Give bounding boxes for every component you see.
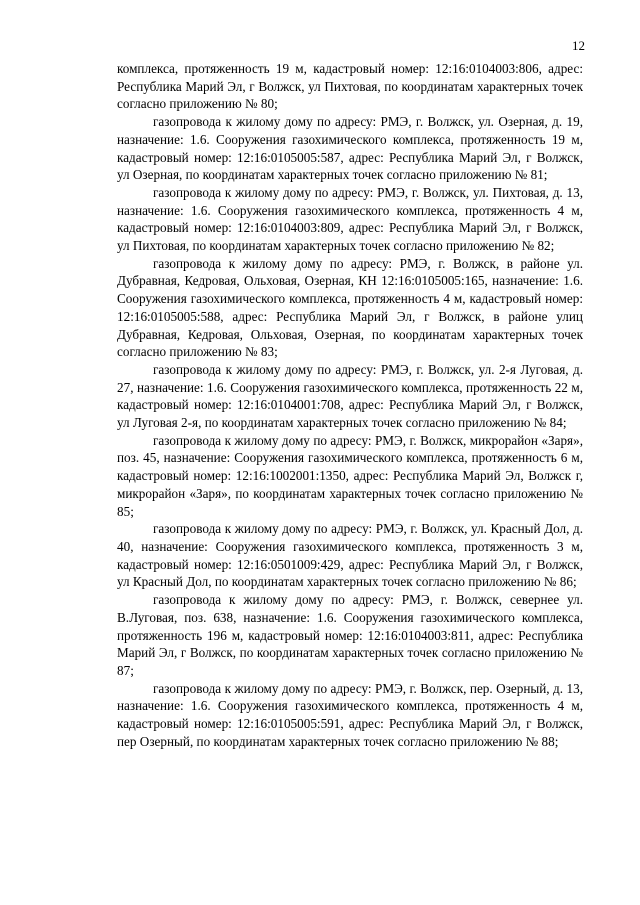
paragraph-item-88: газопровода к жилому дому по адресу: РМЭ, г. Волжск, пер. Озерный, д. 13, назначение: 1.6. Сооружения газохимического комплекса, протяженность 4 м, кадастровый номер: 12:16:0105005:591, адрес: Республика Марий Эл, г Волжск, пер Озерный, по координатам характерных точек согласно приложению № 88; — [117, 680, 583, 749]
paragraph-item-85: газопровода к жилому дому по адресу: РМЭ, г. Волжск, микрорайон «Заря», поз. 45, назначение: Сооружения газохимического комплекса, протяженность 6 м, кадастровый номер: 12:16:1002001:1350, адрес: Республика Марий Эл, Волжск г, микрорайон «Заря», по координатам характерных точек согласно приложению № 85; — [117, 432, 583, 519]
paragraph-item-83: газопровода к жилому дому по адресу: РМЭ, г. Волжск, в районе ул. Дубравная, Кедровая, Ольховая, Озерная, КН 12:16:0105005:165, назначение: 1.6. Сооружения газохимического комплекса, протяженность 4 м, кадастровый номер: 12:16:0105005:588, адрес: Республика Марий Эл, г Волжск, в районе улиц Дубравная, Кедровая, Ольховая, Озерная, по координатам характерных точек согласно приложению № 83; — [117, 255, 583, 360]
paragraph-item-80: комплекса, протяженность 19 м, кадастровый номер: 12:16:0104003:806, адрес: Республика Марий Эл, г Волжск, ул Пихтовая, по координатам характерных точек согласно приложению № 80; — [117, 61, 583, 112]
document-body — [117, 60, 583, 750]
page-number: 12 — [572, 38, 585, 53]
paragraph-item-81: газопровода к жилому дому по адресу: РМЭ, г. Волжск, ул. Озерная, д. 19, назначение: 1.6. Сооружения газохимического комплекса, протяженность 19 м, кадастровый номер: 12:16:0105005:587, адрес: Республика Марий Эл, г Волжск, ул Озерная, по координатам характерных точек согласно приложению № 81; — [117, 114, 583, 183]
paragraph-item-82: газопровода к жилому дому по адресу: РМЭ, г. Волжск, ул. Пихтовая, д. 13, назначение: 1.6. Сооружения газохимического комплекса, протяженность 4 м, кадастровый номер: 12:16:0104003:809, адрес: Республика Марий Эл, г Волжск, ул Пихтовая, по координатам характерных точек согласно приложению № 82; — [117, 184, 583, 254]
paragraph-item-84: газопровода к жилому дому по адресу: РМЭ, г. Волжск, ул. 2-я Луговая, д. 27, назначение: 1.6. Сооружения газохимического комплекса, протяженность 22 м, кадастровый номер: 12:16:0104001:708, адрес: Республика Марий Эл, г Волжск, ул Луговая 2-я, по координатам характерных точек согласно приложению № 84; — [117, 361, 583, 431]
paragraph-item-86: газопровода к жилому дому по адресу: РМЭ, г. Волжск, ул. Красный Дол, д. 40, назначение: Сооружения газохимического комплекса, протяженность 3 м, кадастровый номер: 12:16:0501009:429, адрес: Республика Марий Эл, г Волжск, ул Красный Дол, по координатам характерных точек согласно приложению № 86; — [117, 521, 583, 590]
paragraph-item-87: газопровода к жилому дому по адресу: РМЭ, г. Волжск, севернее ул. В.Луговая, поз. 638, назначение: 1.6. Сооружения газохимического комплекса, протяженность 196 м, кадастровый номер: 12:16:0104003:811, адрес: Республика Марий Эл, г Волжск, по координатам характерных точек согласно приложению № 87; — [117, 592, 583, 678]
